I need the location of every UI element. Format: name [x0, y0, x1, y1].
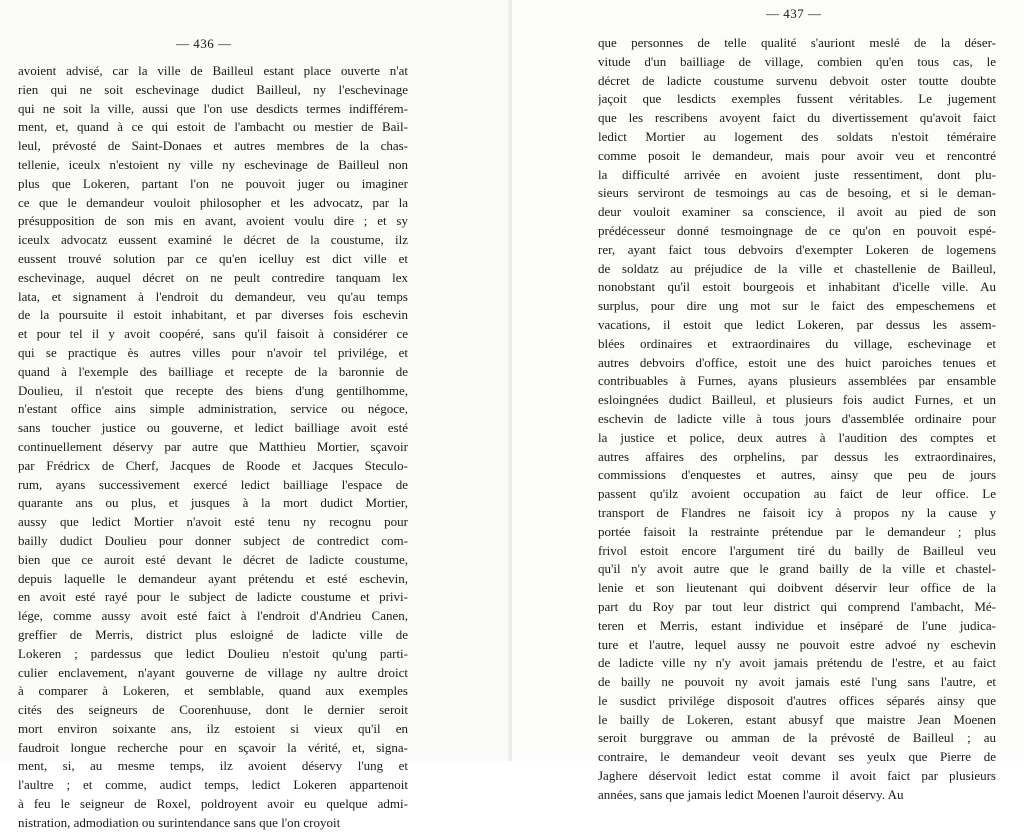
text-line: culier enclavement, n'ayant gouverne de village ny aultre droict [18, 664, 408, 680]
text-line: rum, ayans successivement exercé ledict bailliage l'espace de [18, 476, 408, 492]
text-line: ledict Mortier au logement des soldats n'estoit téméraire [598, 128, 996, 144]
text-line: bien que ce auroit esté devant le décret de ladicte coustume, [18, 551, 408, 567]
text-line: portée faisoit la restrainte prétendue par le demandeur ; plus [598, 523, 996, 539]
text-line: vacations, il estoit que ledict Lokeren, par dessus les assem- [598, 316, 996, 332]
text-line: de la poursuite il estoit inhabitant, et par diverses fois eschevin [18, 307, 408, 323]
text-line: n'estant office ains simple administration, service ou négoce, [18, 401, 408, 417]
text-line: par Frédricx de Cherf, Jacques de Roode et Jacques Steculo- [18, 457, 408, 473]
text-line: greffier de Merris, district plus esloigné de ladicte ville de [18, 626, 408, 642]
text-line: surplus, pour dire ung mot sur le faict des empeschemens et [598, 298, 996, 314]
text-line: rer, ayant faict tous debvoirs d'exempter Lokeren de logemens [598, 241, 996, 257]
text-line: esloingnées dudict Bailleul, et plusieurs fois audict Furnes, et un [598, 392, 996, 408]
text-line: l'aultre ; et comme, audict temps, ledict Lokeren appartenoit [18, 777, 408, 793]
right-page-text [598, 34, 996, 805]
text-line: rien qui ne soit eschevinage dudict Bailleul, ny l'eschevinage [18, 81, 408, 97]
text-line: la difficulté arrivée en avoient juste ressentiment, dont plu- [598, 166, 996, 182]
text-line: années, sans que jamais ledict Moenen l'auroit déservy. Au [598, 786, 904, 802]
text-line: jaçoit que lesdicts exemples fussent véritables. Le jugement [598, 91, 996, 107]
text-line: Lokeren ; pardessus que ledict Doulieu n'estoit qu'ung parti- [18, 645, 408, 661]
text-line: comme posoit le demandeur, mais pour avoir veu et rencontré [598, 147, 996, 163]
text-line: ce que le demandeur vouloit philosopher et les advocatz, par la [18, 194, 408, 210]
text-line: bailly dudict Doulieu pour donner subject de contredict com- [18, 532, 408, 548]
text-line: transport de Flandres ne faisoit icy à propos ny la cause y [598, 504, 996, 520]
text-line: tellenie, iceulx n'estoient ny ville ny eschevinage de Bailleul non [18, 156, 408, 172]
text-line: vitude d'un bailliage de village, combien qu'en tous cas, le [598, 53, 996, 69]
text-line: deur vouloit examiner sa conscience, il avoit au pied de son [598, 204, 996, 220]
text-line: frivol estoit encore l'argument tiré du bailly de Bailleul veu [598, 542, 996, 558]
text-line: que les rescribens avoyent faict du divertissement qu'avoit faict [598, 110, 996, 126]
text-line: à comparer à Lokeren, et semblable, quand aux exemples [18, 683, 408, 699]
text-line: lata, et signament à l'endroit du demandeur, veu qu'au temps [18, 288, 408, 304]
text-line: nistration, admodiation ou surintendance sans que l'on croyoit [18, 814, 341, 830]
text-line: la justice et police, deux autres à l'audition des comptes et [598, 429, 996, 445]
text-line: contraire, le demandeur veoit devant ses yeulx que Pierre de [598, 749, 996, 765]
text-line: Doulieu, il n'estoit que recepte des biens d'ung gentilhomme, [18, 382, 408, 398]
left-page [0, 0, 512, 830]
text-line: sieurs serviront de tesmoings au cas de besoing, et si le deman- [598, 185, 996, 201]
text-line: depuis laquelle le demandeur ayant prétendu et esté eschevin, [18, 570, 408, 586]
text-line: leul, prévosté de Saint-Donaes et autres membres de la chas- [18, 138, 408, 154]
text-line: commissions d'enquestes et autres, ainsy que peu de jours [598, 467, 996, 483]
text-line: et pour tel il y avoit coopéré, sans qu'il faisoit à considérer ce [18, 326, 408, 342]
text-line: ment, et, quand à ce qui estoit de l'ambacht ou mestier de Bail- [18, 119, 408, 135]
text-line: autres affaires des orphelins, par dessus les extraordinaires, [598, 448, 996, 464]
text-line: prédécesseur donné tesmoingnage de ce qu'on en pouvoit espé- [598, 222, 996, 238]
text-line: quand à l'exemple des bailliage et recepte de la baronnie de [18, 363, 408, 379]
text-line: iceulx advocatz eussent examiné le décret de la coustume, ilz [18, 232, 408, 248]
text-line: qu'il n'y avoit autre que le grand bailly de la ville et chastel- [598, 561, 996, 577]
text-line: seroit burggrave ou amman de la prévosté de Bailleul ; au [598, 730, 996, 746]
text-line: teren et Merris, estant individue et inséparé de l'une judica- [598, 617, 996, 633]
text-line: continuellement déservy par autre que Matthieu Mortier, sçavoir [18, 438, 408, 454]
text-line: cités des seigneurs de Coorenhuuse, dont le dernier seroit [18, 702, 408, 718]
text-line: lenie et son lieutenant qui doibvent déservir leur office de la [598, 580, 996, 596]
text-line: Jaghere déservoit ledict estat comme il avoit faict par plusieurs [598, 768, 996, 784]
text-line: avoient advisé, car la ville de Bailleul estant place ouverte n'at [18, 63, 408, 78]
page-number: — 436 — [176, 36, 232, 51]
left-page-text [18, 62, 408, 833]
text-line: ture et l'autre, lequel aussy ne pouvoit estre advoé ny eschevin [598, 636, 996, 652]
text-line: sans toucher justice ou gouverne, et ledict bailliage avoit esté [18, 420, 408, 436]
text-line: présupposition de son mis en avant, avoient voulu dire ; et sy [18, 213, 408, 229]
text-line: de ladicte ville ny n'y avoit jamais prétendu de l'estre, et au faict [598, 655, 996, 671]
text-line: passent qu'ilz avoient occupation au faict de leur office. Le [598, 486, 996, 502]
text-line: décret de ladicte coustume survenu debvoit oster toutte doubte [598, 72, 996, 88]
text-line: autres debvoirs d'office, estoit une des huict paroiches tenues et [598, 354, 996, 370]
text-line: mort environ soixante ans, ilz estoient si vieux qu'il en [18, 720, 408, 736]
text-line: eschevinage, auquel décret on ne peult contredire tanquam lex [18, 269, 408, 285]
text-line: faudroit longue recherche pour en sçavoir la vérité, et, signa- [18, 739, 408, 755]
text-line: en avoit esté rayé pour le subject de ladicte coustume et privi- [18, 589, 408, 605]
text-line: le bailly de Lokeren, estant abusyf que maistre Jean Moenen [598, 711, 996, 727]
text-line: de soldatz au préjudice de la ville et chastellenie de Bailleul, [598, 260, 996, 276]
text-line: qui se practique ès autres villes pour n'avoir tel privilége, et [18, 344, 408, 360]
text-line: eussent trouvé solution par ce qu'en icelluy est dict ville et [18, 250, 408, 266]
text-line: aussy que ledict Mortier n'avoit esté tenu ny recognu pour [18, 514, 408, 530]
text-line: qui ne soit la ville, aussi que l'on use desdicts termes indifférem- [18, 100, 408, 116]
text-line: blées ordinaires et extraordinaires du village, eschevinage et [598, 335, 996, 351]
text-line: contribuables à Furnes, ayans plusieurs assemblées par ensamble [598, 373, 996, 389]
text-line: lége, comme aussy avoit esté faict à l'endroit d'Andrieu Canen, [18, 608, 408, 624]
page-number: — 437 — [766, 6, 822, 21]
text-line: quarante ans ou plus, et jusques à la mort dudict Mortier, [18, 495, 408, 511]
text-line: ment, si, au mesme temps, ilz avoient déservy l'ung et [18, 758, 408, 774]
text-line: nonobstant qu'il estoit bourgeois et inhabitant d'icelle ville. Au [598, 279, 996, 295]
text-line: à feu le seigneur de Roxel, poldroyent avoir eu quelque admi- [18, 796, 408, 812]
text-line: eschevin de ladicte ville à tous jours d'assemblée ordinaire pour [598, 410, 996, 426]
text-line: de bailly ne pouvoit ny avoit jamais esté l'ung sans l'autre, et [598, 674, 996, 690]
text-line: que personnes de telle qualité s'auriont meslé de la déser- [598, 35, 996, 50]
text-line: plus que Lokeren, partant l'on ne pouvoit juger ou imaginer [18, 175, 408, 191]
text-line: le susdict privilége disposoit d'autres offices séparés ainsy que [598, 692, 996, 708]
right-page [512, 0, 1024, 802]
text-line: part du Roy par tout leur district qui comprend l'ambacht, Mé- [598, 598, 996, 614]
